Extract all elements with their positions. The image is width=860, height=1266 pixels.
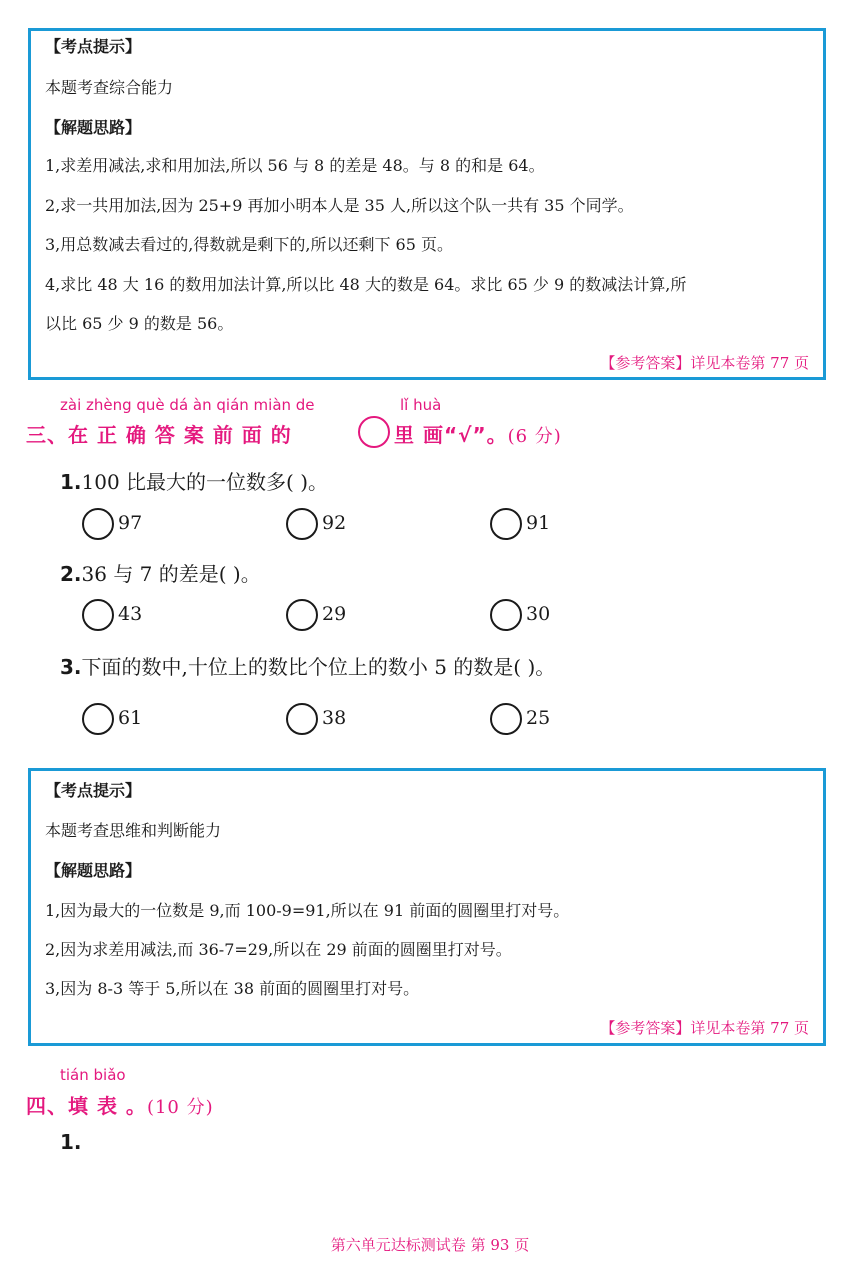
option-text: 97: [118, 512, 143, 534]
question-2: [60, 558, 261, 587]
idea-label: 【解题思路】: [45, 861, 142, 880]
tip-text: 本题考查综合能力: [45, 78, 174, 97]
answer-circle-icon[interactable]: [490, 599, 522, 631]
answer-reference: 【参考答案】详见本卷第 77 页: [600, 354, 809, 372]
idea-line-4: 4,求比 48 大 16 的数用加法计算,所以比 48 大的数是 64。求比 65 少 9 的数减法计算,所: [45, 275, 687, 294]
answer-circle-icon[interactable]: [82, 599, 114, 631]
answer-circle-icon[interactable]: [286, 508, 318, 540]
question-number: 1.: [60, 1130, 82, 1154]
option-1a[interactable]: [82, 508, 142, 540]
section4-title: [26, 1090, 214, 1119]
option-text: 30: [526, 603, 551, 625]
answer-circle-icon[interactable]: [286, 599, 318, 631]
section4-pinyin: tián biǎo: [60, 1066, 126, 1084]
option-2a[interactable]: [82, 599, 142, 631]
option-text: 92: [322, 512, 347, 534]
answer-circle-icon[interactable]: [490, 703, 522, 735]
question-text: 下面的数中,十位上的数比个位上的数小 5 的数是( )。: [81, 655, 556, 679]
option-text: 29: [322, 603, 347, 625]
tip-label: 【考点提示】: [45, 781, 142, 800]
option-1c[interactable]: [490, 508, 550, 540]
hint-box-2: [28, 768, 826, 1046]
option-text: 43: [118, 603, 143, 625]
question-text: 100 比最大的一位数多( )。: [81, 470, 329, 494]
option-3c[interactable]: [490, 703, 550, 735]
section3-title-left: 三、在 正 确 答 案 前 面 的: [26, 423, 292, 447]
answer-reference: 【参考答案】详见本卷第 77 页: [600, 1019, 809, 1037]
option-text: 25: [526, 707, 551, 729]
section3-pinyin-right: lǐ huà: [400, 396, 442, 414]
question-number: 2.: [60, 562, 82, 586]
idea-line-5: 以比 65 少 9 的数是 56。: [45, 314, 234, 333]
question-number: 1.: [60, 470, 82, 494]
section3-title-right: [394, 419, 562, 448]
section4-question-1: [60, 1130, 82, 1154]
question-number: 3.: [60, 655, 82, 679]
section3-pinyin-left: zài zhèng què dá àn qián miàn de: [60, 396, 315, 414]
option-1b[interactable]: [286, 508, 346, 540]
page-footer: 第六单元达标测试卷 第 93 页: [330, 1236, 530, 1254]
option-text: 38: [322, 707, 347, 729]
hint-box-1: [28, 28, 826, 380]
tip-text: 本题考查思维和判断能力: [45, 821, 222, 840]
question-text: 36 与 7 的差是( )。: [81, 562, 261, 586]
option-2c[interactable]: [490, 599, 550, 631]
idea-line-3: 3,用总数减去看过的,得数就是剩下的,所以还剩下 65 页。: [45, 235, 453, 254]
option-text: 91: [526, 512, 551, 534]
idea-line-2: 2,求一共用加法,因为 25+9 再加小明本人是 35 人,所以这个队一共有 35 个同学。: [45, 196, 634, 215]
section3-title-right-text: 里 画“√”。: [394, 423, 508, 447]
idea-line-3: 3,因为 8-3 等于 5,所以在 38 前面的圆圈里打对号。: [45, 979, 420, 998]
option-text: 61: [118, 707, 143, 729]
option-2b[interactable]: [286, 599, 346, 631]
answer-circle-icon[interactable]: [286, 703, 318, 735]
option-3a[interactable]: [82, 703, 142, 735]
answer-circle-icon[interactable]: [82, 508, 114, 540]
answer-circle-icon[interactable]: [82, 703, 114, 735]
question-1: [60, 466, 328, 495]
answer-circle-icon[interactable]: [490, 508, 522, 540]
section4-points: (10 分): [146, 1097, 214, 1118]
section3-points: (6 分): [507, 426, 562, 447]
section4-title-text: 四、填 表 。: [26, 1094, 147, 1118]
question-3: [60, 651, 555, 680]
tip-label: 【考点提示】: [45, 37, 142, 56]
circle-icon: [358, 416, 390, 448]
option-3b[interactable]: [286, 703, 346, 735]
idea-line-1: 1,求差用减法,求和用加法,所以 56 与 8 的差是 48。与 8 的和是 64。: [45, 156, 545, 175]
idea-line-2: 2,因为求差用减法,而 36-7=29,所以在 29 前面的圆圈里打对号。: [45, 940, 512, 959]
idea-line-1: 1,因为最大的一位数是 9,而 100-9=91,所以在 91 前面的圆圈里打对号。: [45, 901, 570, 920]
idea-label: 【解题思路】: [45, 118, 142, 137]
